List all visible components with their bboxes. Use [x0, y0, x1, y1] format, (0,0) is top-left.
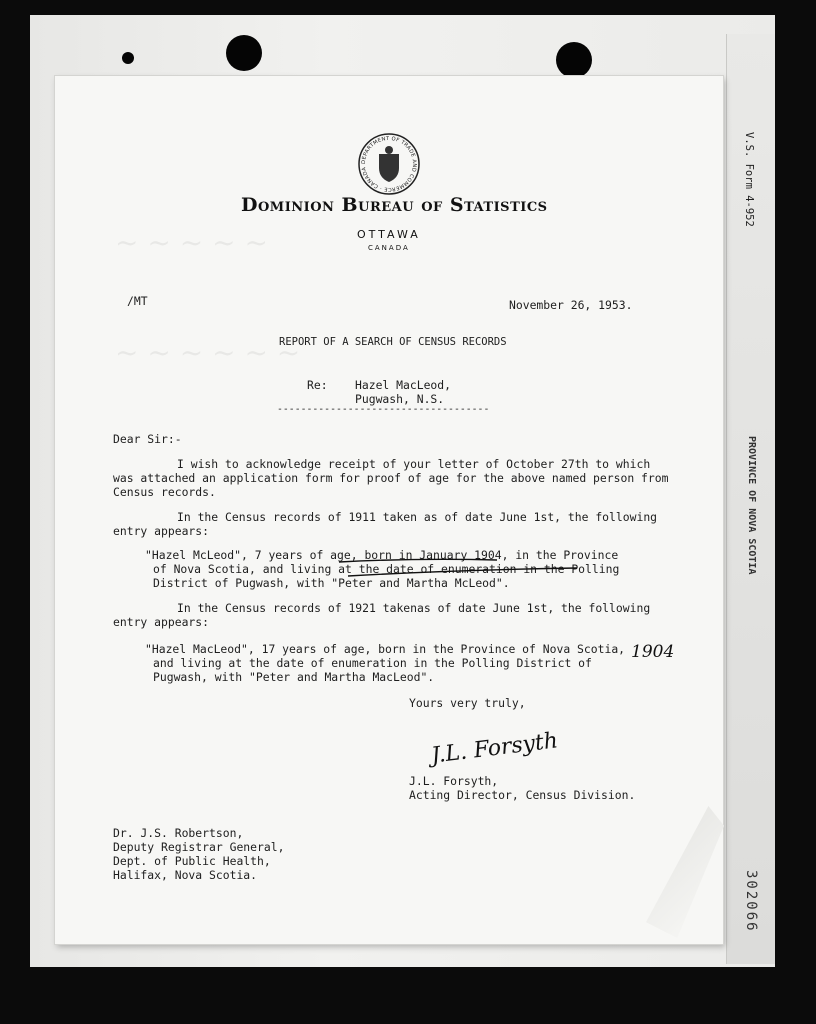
side-strip [726, 34, 775, 964]
letter-sheet [55, 76, 723, 944]
letterhead-city: OTTAWA [357, 228, 421, 241]
bleed-through-mark: ~ ~ ~ ~ ~ [115, 226, 268, 259]
paragraph-line: entry appears: [113, 524, 210, 538]
census-entry-line: "Hazel MacLeod", 17 years of age, born in the Province of Nova Scotia, [145, 642, 626, 656]
paragraph-line: entry appears: [113, 615, 210, 629]
salutation: Dear Sir:- [113, 432, 182, 446]
letterhead-title: Dominion Bureau of Statistics [241, 194, 548, 216]
signature: J.L. Forsyth [429, 728, 560, 769]
paragraph-line: Census records. [113, 485, 216, 499]
paragraph-line: In the Census records of 1921 takenas of date June 1st, the following [177, 601, 651, 615]
punch-mark [122, 52, 134, 64]
punch-hole-left [226, 35, 262, 71]
re-label: Re: [307, 378, 328, 392]
census-entry-line: of Nova Scotia, and living at the date of enumeration in the Polling [153, 562, 620, 576]
recipient-line: Halifax, Nova Scotia. [113, 868, 258, 882]
paragraph-line: In the Census records of 1911 taken as of date June 1st, the following [177, 510, 658, 524]
serial-number: 302066 [743, 870, 759, 933]
letter-date: November 26, 1953. [509, 298, 633, 312]
closing: Yours very truly, [409, 696, 526, 710]
census-entry-line: District of Pugwash, with "Peter and Martha McLeod". [153, 576, 510, 590]
report-title: REPORT OF A SEARCH OF CENSUS RECORDS [279, 336, 507, 348]
paragraph-line: I wish to acknowledge receipt of your letter of October 27th to which [177, 457, 651, 471]
handwritten-note: 1904 [631, 642, 675, 662]
reference-code: /MT [127, 294, 148, 308]
census-entry-line: "Hazel McLeod", 7 years of age, born in January 1904, in the Province [145, 548, 619, 562]
form-number: V.S. Form 4-952 [743, 132, 755, 227]
signer-title: Acting Director, Census Division. [409, 788, 636, 802]
recipient-line: Dept. of Public Health, [113, 854, 271, 868]
census-entry-line: Pugwash, with "Peter and Martha MacLeod". [153, 670, 435, 684]
letterhead-country: CANADA [368, 244, 410, 252]
re-rule: ------------------------------------ [277, 404, 490, 415]
recipient-line: Dr. J.S. Robertson, [113, 826, 244, 840]
recipient-line: Deputy Registrar General, [113, 840, 285, 854]
paragraph-line: was attached an application form for proof of age for the above named person from [113, 471, 669, 485]
punch-hole-right [556, 42, 592, 78]
svg-text:DEPARTMENT OF TRADE AND COMMER: DEPARTMENT OF TRADE AND COMMERCE · CANADA [360, 135, 418, 193]
bleed-through-mark: ~ ~ ~ ~ ~ ~ [115, 336, 301, 369]
signer-name: J.L. Forsyth, [409, 774, 499, 788]
pen-underline-marks [55, 76, 723, 944]
re-place: Pugwash, N.S. [355, 392, 445, 406]
re-name: Hazel MacLeod, [355, 378, 452, 392]
province-heading: PROVINCE OF NOVA SCOTIA [746, 436, 757, 575]
census-entry-line: and living at the date of enumeration in the Polling District of [153, 656, 592, 670]
